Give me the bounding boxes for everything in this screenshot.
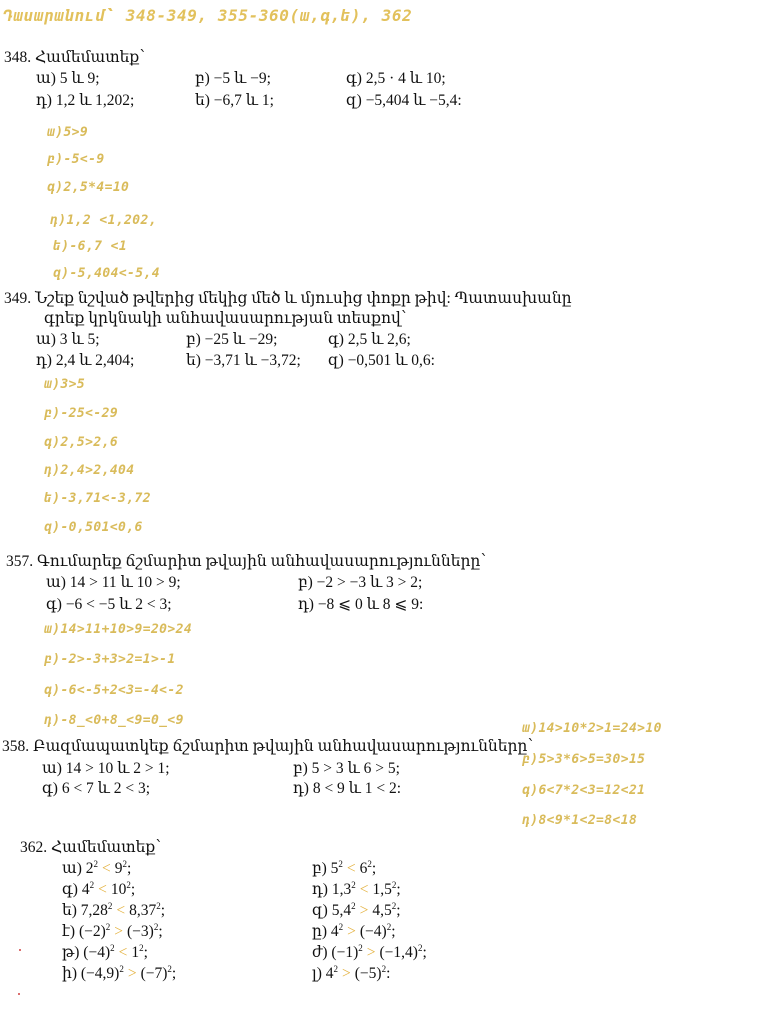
problem-349-item: ե) −3,71 և −3,72;: [186, 352, 301, 369]
problem-348-item: բ) −5 և −9;: [195, 70, 271, 87]
comparison-sign: <: [118, 944, 128, 961]
problem-358-item: դ) 8 < 9 և 1 < 2:: [293, 780, 402, 797]
comparison-right-base: (−7): [140, 965, 168, 982]
comparison-left-base: լ) 4: [312, 965, 334, 982]
comparison-punctuation: ;: [160, 902, 166, 919]
comparison-item: [62, 965, 176, 982]
answer-349: ա)3>5: [44, 377, 86, 392]
comparison-left-base: ե) 7,28: [62, 902, 108, 919]
comparison-left-base: է) (−2): [62, 923, 106, 940]
problem-348-item: գ) 2,5 · 4 և 10;: [346, 70, 446, 87]
comparison-item: [62, 923, 163, 940]
comparison-left-exponent: 2: [351, 901, 356, 911]
answer-357: գ)-6<-5+2<3=-4<-2: [44, 683, 184, 698]
comparison-right-exponent: 2: [122, 859, 127, 869]
comparison-right-base: (−3): [127, 923, 154, 940]
answer-358: դ)8<9*1<2=8<18: [522, 813, 638, 828]
comparison-punctuation: ;: [396, 881, 401, 898]
comparison-left-base: թ) (−4): [62, 944, 111, 961]
comparison-left-exponent: 2: [338, 859, 343, 869]
comparison-right-exponent: 2: [391, 901, 397, 911]
comparison-punctuation: :: [386, 965, 391, 982]
problem-358-item: ա) 14 > 10 և 2 > 1;: [42, 760, 170, 777]
comparison-item: [62, 860, 131, 877]
comparison-punctuation: ;: [171, 965, 177, 982]
comparison-right-base: (−1,4): [379, 944, 418, 961]
comparison-right-exponent: 2: [391, 880, 397, 890]
comparison-right-base: 8,37: [129, 902, 157, 919]
problem-349-item: դ) 2,4 և 2,404;: [36, 352, 135, 369]
problem-348-item: ա) 5 և 9;: [36, 70, 100, 87]
problem-348-item: զ) −5,404 և −5,4:: [346, 92, 462, 109]
comparison-item: [312, 881, 401, 898]
problem-349-item: ա) 3 և 5;: [36, 331, 100, 348]
comparison-right-exponent: 2: [367, 859, 372, 869]
stray-mark: [18, 993, 20, 995]
answer-358: գ)6<7*2<3=12<21: [522, 783, 646, 798]
problem-348-item: ե) −6,7 և 1;: [195, 92, 274, 109]
comparison-right-exponent: 2: [386, 922, 392, 932]
comparison-right-base: 1: [131, 944, 140, 961]
answer-349: դ)2,4>2,404: [44, 463, 135, 478]
comparison-left-base: դ) 1,3: [312, 881, 352, 898]
comparison-sign: >: [366, 944, 376, 961]
answer-357: ա)14>11+10>9=20>24: [44, 622, 193, 637]
problem-349-title-line2: գրեք կրկնակի անհավասարության տեսքով՝: [44, 310, 407, 327]
problem-349-title: 349. Նշեք նշված թվերից մեկից մեծ և մյուսից փոքր թիվ: Պատասխանը: [4, 290, 572, 307]
problem-358-title: 358. Բազմապատկեք ճշմարիտ թվային անհավասարությունները՝: [2, 738, 533, 755]
problem-362-title: 362. Համեմատեք՝: [20, 839, 161, 856]
answer-358: բ)5>3*6>5=30>15: [522, 752, 646, 767]
answer-348: դ)1,2 <1,202,: [50, 213, 157, 228]
comparison-left-base: գ) 4: [62, 881, 90, 898]
problem-357-title: 357. Գումարեք ճշմարիտ թվային անհավասարությունները՝: [6, 553, 486, 570]
comparison-left-exponent: 2: [358, 943, 363, 953]
problem-357-item: գ) −6 < −5 և 2 < 3;: [46, 596, 172, 613]
comparison-left-exponent: 2: [110, 943, 115, 953]
comparison-right-base: 9: [114, 860, 123, 877]
comparison-right-base: 6: [359, 860, 368, 877]
answer-357: բ)-2>-3+3>2=1>-1: [44, 652, 176, 667]
comparison-item: [62, 902, 165, 919]
comparison-punctuation: ;: [422, 944, 427, 961]
comparison-punctuation: ;: [158, 923, 163, 940]
homework-header: Դասարանում՝ 348-349, 355-360(ա,գ,ե), 362: [3, 6, 413, 25]
comparison-item: [312, 860, 376, 877]
comparison-left-base: ը) 4: [312, 923, 339, 940]
comparison-right-exponent: 2: [139, 943, 144, 953]
comparison-sign: >: [359, 902, 369, 919]
problem-349-item: զ) −0,501 և 0,6:: [328, 352, 435, 369]
comparison-right-exponent: 2: [381, 964, 387, 974]
problem-349-item: բ) −25 և −29;: [186, 331, 278, 348]
comparison-right-exponent: 2: [417, 943, 423, 953]
comparison-sign: >: [127, 965, 137, 982]
problem-349-item: գ) 2,5 և 2,6;: [328, 331, 411, 348]
comparison-right-base: (−5): [354, 965, 382, 982]
comparison-item: [312, 944, 427, 961]
answer-349: զ)-0,501<0,6: [44, 520, 143, 535]
comparison-left-exponent: 2: [93, 859, 98, 869]
comparison-item: [62, 881, 135, 898]
problem-358-item: բ) 5 > 3 և 6 > 5;: [293, 760, 400, 777]
comparison-item: [312, 965, 390, 982]
comparison-left-exponent: 2: [119, 964, 124, 974]
problem-348-title: 348. Համեմատեք՝: [4, 49, 145, 66]
comparison-left-exponent: 2: [89, 880, 95, 890]
answer-358: ա)14>10*2>1=24>10: [522, 721, 662, 736]
comparison-sign: <: [346, 860, 356, 877]
comparison-punctuation: ;: [391, 923, 396, 940]
comparison-sign: <: [102, 860, 111, 877]
comparison-left-base: բ) 5: [312, 860, 339, 877]
problem-348-item: դ) 1,2 և 1,202;: [36, 92, 135, 109]
comparison-left-base: զ) 5,4: [312, 902, 352, 919]
comparison-sign: <: [116, 902, 126, 919]
comparison-right-base: (−4): [359, 923, 387, 940]
answer-357: դ)-8_<0+8_<9=0_<9: [44, 713, 184, 728]
comparison-punctuation: ;: [371, 860, 377, 877]
comparison-left-exponent: 2: [338, 922, 344, 932]
answer-348: զ)-5,404<-5,4: [53, 266, 160, 281]
comparison-sign: >: [342, 965, 351, 982]
comparison-left-exponent: 2: [107, 901, 113, 911]
comparison-punctuation: ;: [130, 881, 136, 898]
problem-357-item: դ) −8 ⩽ 0 և 8 ⩽ 9:: [298, 596, 424, 613]
problem-357-item: ա) 14 > 11 և 10 > 9;: [46, 574, 181, 591]
comparison-punctuation: ;: [143, 944, 148, 961]
comparison-sign: <: [359, 881, 369, 898]
comparison-right-base: 4,5: [372, 902, 392, 919]
answer-349: գ)2,5>2,6: [44, 435, 119, 450]
comparison-right-base: 10: [110, 881, 127, 898]
answer-349: բ)-25<-29: [44, 406, 119, 421]
comparison-left-base: ա) 2: [62, 860, 94, 877]
comparison-punctuation: ;: [396, 902, 401, 919]
stray-mark: [19, 949, 21, 951]
comparison-sign: <: [98, 881, 107, 898]
problem-357-item: բ) −2 > −3 և 3 > 2;: [298, 574, 423, 591]
comparison-sign: >: [347, 923, 356, 940]
comparison-right-exponent: 2: [156, 901, 161, 911]
comparison-left-base: ի) (−4,9): [62, 965, 120, 982]
comparison-right-exponent: 2: [126, 880, 131, 890]
answer-348: բ)-5<-9: [47, 152, 105, 167]
comparison-item: [312, 902, 401, 919]
comparison-right-exponent: 2: [153, 922, 159, 932]
comparison-left-exponent: 2: [105, 922, 111, 932]
comparison-left-exponent: 2: [351, 880, 356, 890]
comparison-punctuation: ;: [127, 860, 132, 877]
comparison-sign: >: [114, 923, 124, 940]
comparison-right-exponent: 2: [167, 964, 172, 974]
comparison-right-base: 1,5: [372, 881, 392, 898]
answer-348: ա)5>9: [47, 125, 89, 140]
comparison-item: [62, 944, 148, 961]
answer-349: ե)-3,71<-3,72: [44, 491, 151, 506]
comparison-item: [312, 923, 396, 940]
problem-358-item: գ) 6 < 7 և 2 < 3;: [42, 780, 151, 797]
answer-348: գ)2,5*4=10: [47, 180, 130, 195]
comparison-left-exponent: 2: [333, 964, 339, 974]
comparison-left-base: ժ) (−1): [312, 944, 359, 961]
answer-348: ե)-6,7 <1: [53, 239, 128, 254]
